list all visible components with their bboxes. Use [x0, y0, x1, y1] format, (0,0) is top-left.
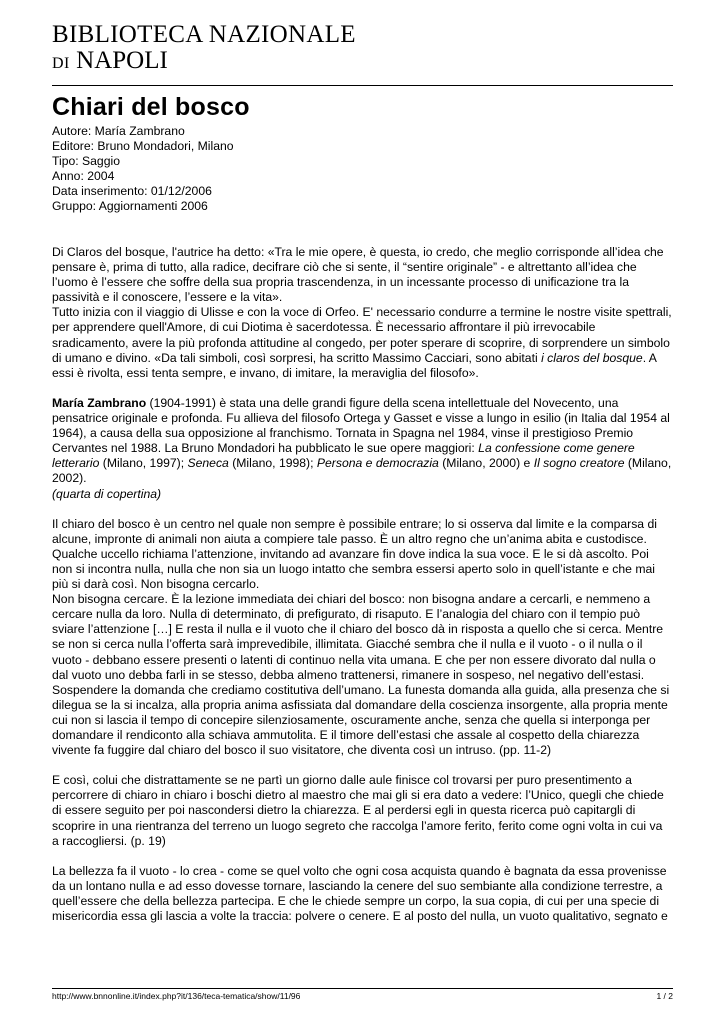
- text-line: percorrere di chiaro in chiaro i boschi dietro al maestro che mai gli si era dato a vedere: l’Unico, quegli che chiede: [52, 788, 664, 803]
- text-line: cui non si lascia il tempo di concepire silenziosamente, oscuramente anche, senza che quella si interponga per: [52, 712, 651, 727]
- page-number: 1 / 2: [656, 991, 673, 1001]
- article-body: [52, 245, 673, 939]
- text-segment: (1904-1991) è stata una delle grandi figure della scena intellettuale del Novecento, una: [146, 395, 619, 410]
- italic-segment: i claros del bosque: [541, 350, 643, 365]
- book-title: Seneca: [187, 456, 229, 471]
- text-line: sradicamento, avere la più profonda attitudine al congedo, per poter sperare di scoprire, di sorprendere un simbolo: [52, 335, 670, 350]
- excerpt-paragraph-3: [52, 864, 673, 924]
- logo-di: DI: [52, 55, 70, 72]
- meta-publisher: Editore: Bruno Mondadori, Milano: [52, 139, 234, 154]
- text-line: più si darà così. Non bisogna cercarlo.: [52, 577, 260, 592]
- text-line: scoprire in una rientranza del terreno un luogo segreto che raccolga l’amore ferito, ferito come ogni volta in cui va: [52, 818, 663, 833]
- footer-url: http://www.bnnonline.it/index.php?it/136/teca-tematica/show/11/96: [52, 991, 301, 1001]
- text-segment: (Milano,: [624, 456, 672, 471]
- text-line: se non si cerca nulla l’offerta sarà imprevedibile, illimitata. Giacché sembra che il nulla e il vuoto - o il nulla o il: [52, 637, 643, 652]
- excerpt-paragraph-2: [52, 773, 673, 848]
- text-line: Non bisogna cercare. È la lezione immediata dei chiari del bosco: non bisogna andare a cercarli, e nemmeno a: [52, 592, 651, 607]
- text-line: domandare il rendiconto alla schiava ammutolita. E il timore dell’estasi che assale al cospetto della chiarezza: [52, 728, 640, 742]
- text-line: l’uomo è l’essere che soffre della sua propria trascendenza, in un incessante processo di unificazione tra la: [52, 275, 629, 290]
- text-line: [52, 456, 673, 471]
- text-line: [52, 396, 673, 411]
- meta-type: Tipo: Saggio: [52, 154, 120, 169]
- library-logo: [52, 22, 356, 73]
- text-line: 2002).: [52, 471, 87, 486]
- text-segment: (Milano, 1997);: [99, 456, 188, 471]
- book-metadata: [52, 124, 234, 215]
- text-line: [52, 487, 673, 502]
- text-segment: Cervantes nel 1988. La Bruno Mondadori ha pubblicato le sue opere maggiori:: [52, 441, 479, 456]
- cover-note: (quarta di copertina): [52, 486, 162, 501]
- logo-line1: BIBLIOTECA NAZIONALE: [52, 21, 356, 48]
- text-line: pensare è, prima di tutto, alla radice, decifrare ciò che si sente, il “sentire originale” - e altrettanto all’idea che: [52, 260, 637, 275]
- text-line: misericordia essa gli lascia a volte la traccia: polvere o cenere. E al posto del nulla, un vuoto qualitativo, segnato e: [52, 909, 668, 924]
- text-line: Qualche uccello richiama l’attenzione, invitando ad avanzare fin dove indica la sua voce. E le si dà ascolto. Poi: [52, 546, 649, 561]
- text-line: Sospendere la domanda che crediamo costitutiva dell’umano. La funesta domanda alla guida, alla presenza che si: [52, 682, 670, 697]
- text-line: passività e il conoscere, l’essere e la vita».: [52, 290, 283, 305]
- text-segment: di umano e divino. «Da tali simboli, così sorpresi, ha scritto Massimo Cacciari, sono abitati: [52, 350, 538, 365]
- text-line: essi è rivolta, essi tenta sempre, e invano, di imitare, la meraviglia del filosofo».: [52, 365, 479, 380]
- intro-paragraph: [52, 245, 673, 381]
- text-segment: . A: [642, 350, 657, 365]
- excerpt-paragraph-1: [52, 517, 673, 759]
- book-title: letterario: [52, 456, 100, 471]
- text-line: vuoto - debbano essere presenti o latenti di continuo nella vita umana. E che per non essere divorato dal nulla o: [52, 652, 656, 667]
- text-line: per apprendere quell'Amore, di cui Diotima è sacerdotessa. È necessario affrontare il più irrevocabile: [52, 320, 596, 335]
- text-line: Il chiaro del bosco è un centro nel quale non sempre è possibile entrare; lo si osserva dal limite e la comparsa di: [52, 516, 657, 531]
- footer-divider: [52, 988, 673, 989]
- text-line: sviare l’attenzione […] E resta il nulla e il vuoto che il chiaro del bosco dà in risposta a quello che si cerca. Mentre: [52, 622, 664, 637]
- logo-line2: NAPOLI: [76, 47, 168, 74]
- text-line: [52, 351, 673, 366]
- book-title: Persona e democrazia: [316, 456, 439, 471]
- text-line: da un lontano nulla e ad esso dovesse tornare, lasciando la cenere del suo sembiante alla condizione terrestre, a: [52, 878, 663, 893]
- text-line: dilegua se la si incalza, alla propria anima asfissiata dal domandare della coscienza insorgente, alla propria mente: [52, 697, 668, 712]
- meta-date-inserted: Data inserimento: 01/12/2006: [52, 184, 212, 199]
- author-bio-paragraph: [52, 396, 673, 502]
- text-line: Di Claros del bosque, l'autrice ha detto: «Tra le mie opere, è questa, io credo, che meglio corrisponde all’idea che: [52, 245, 664, 259]
- text-line: [52, 441, 673, 456]
- text-line: E così, colui che distrattamente se ne partì un giorno dalle aule finisce col trovarsi per puro presentimento a: [52, 773, 632, 788]
- text-line: di essere seguito per poi nascondersi dietro la chiarezza. E al perdersi egli in questa ricerca può capitargli di: [52, 803, 636, 818]
- text-line: 1964), a causa della sua opposizione al franchismo. Tornata in Spagna nel 1984, vinse il prestigioso Premio: [52, 426, 634, 441]
- book-title: La confessione come genere: [478, 441, 635, 456]
- header-divider: [52, 85, 673, 86]
- text-segment: (Milano, 1998);: [228, 456, 317, 471]
- page-title: Chiari del bosco: [52, 93, 250, 121]
- meta-author: Autore: María Zambrano: [52, 124, 185, 138]
- meta-group: Gruppo: Aggiornamenti 2006: [52, 199, 208, 214]
- text-line: Tutto inizia con il viaggio di Ulisse e con la voce di Orfeo. E' necessario condurre a termine le nostre visite spettrali,: [52, 305, 672, 320]
- text-line: dal vuoto uno debba farli in se stesso, debba almeno trattenersi, rimanere in sospeso, nel negativo dell’estasi.: [52, 667, 645, 682]
- logo-line2-wrap: [52, 48, 356, 73]
- text-line: a raccogliersi. (p. 19): [52, 833, 166, 848]
- text-line: cercare nulla da loro. Nulla di determinato, di prefigurato, di risaputo. E l’analogia del chiaro con il tempio può: [52, 607, 641, 622]
- text-line: La bellezza fa il vuoto - lo crea - come se quel volto che ogni cosa acquista quando è bagnata da essa provenisse: [52, 863, 667, 878]
- text-line: non si incontra nulla, nulla che non sia un luogo intatto che sembra essersi aperto solo in quell’istante e che mai: [52, 561, 655, 576]
- text-segment: (Milano, 2000) e: [438, 456, 534, 471]
- text-line: alcune, impronte di animali non aiuta a compiere tale passo. È un altro regno che un’anima abita e custodisce.: [52, 531, 647, 546]
- text-line: pensatrice originale e profonda. Fu allieva del filosofo Ortega y Gasset e visse a lungo in esilio (in Italia dal 1954 al: [52, 411, 670, 426]
- meta-year: Anno: 2004: [52, 169, 115, 184]
- text-line: vivente fa fuggire dal chiaro del bosco il suo visitatore, che diventa così un intruso. (pp. 11-2): [52, 743, 552, 758]
- author-name: María Zambrano: [52, 395, 147, 410]
- book-title: Il sogno creatore: [533, 456, 625, 471]
- text-line: quell’essere che della bellezza partecipa. E che le chiede sempre un corpo, la sua copia, di cui per una specie di: [52, 894, 660, 909]
